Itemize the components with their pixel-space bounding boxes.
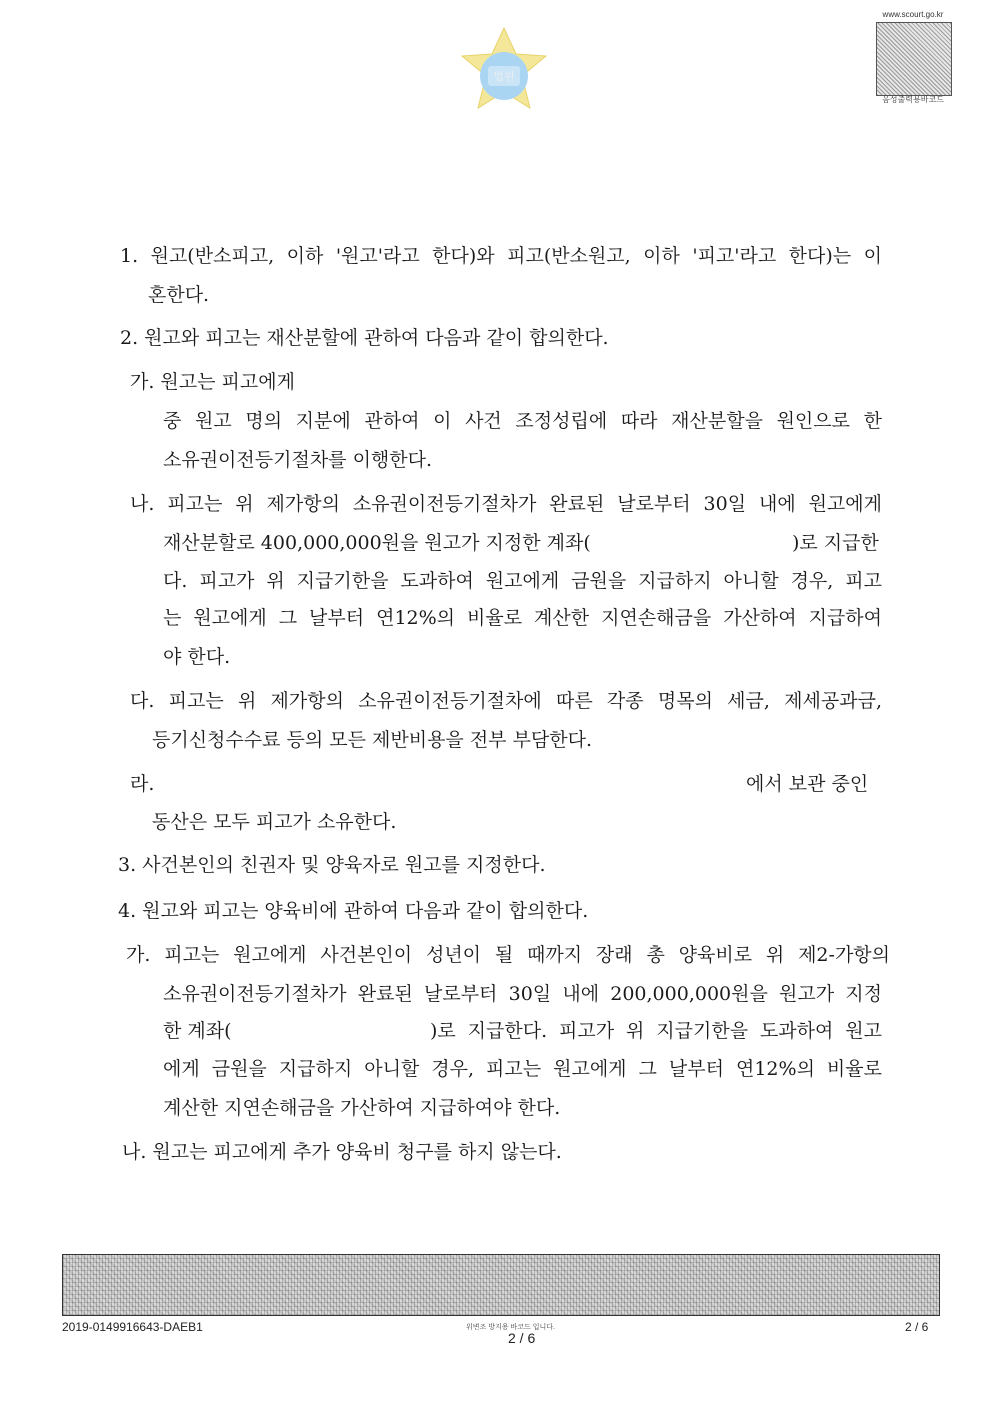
item-2-na-line-5: 야 한다. xyxy=(163,646,231,668)
seal-text: 법원 xyxy=(493,71,515,83)
item-1-line-2: 혼한다. xyxy=(148,284,210,306)
item-2-ga-line-1: 가. 원고는 피고에게 xyxy=(130,371,295,393)
qr-url: www.scourt.go.kr xyxy=(882,10,944,19)
court-seal-logo xyxy=(456,24,552,120)
item-2-ra-line-2: 동산은 모두 피고가 소유한다. xyxy=(152,811,397,833)
qr-barcode xyxy=(872,10,954,106)
qr-caption: 음성출력용바코드 xyxy=(882,95,944,104)
forgery-notice: 위변조 방지용 바코드 입니다. xyxy=(466,1324,555,1331)
item-4-ga-line-1: 가. 피고는 원고에게 사건본인이 성년이 될 때까지 장래 총 양육비로 위 제2-가항의 xyxy=(126,944,890,966)
item-3: 3. 사건본인의 친권자 및 양육자로 원고를 지정한다. xyxy=(118,854,546,876)
item-2-na-line-3: 다. 피고가 위 지급기한을 도과하여 원고에게 금원을 지급하지 아니할 경우, 피고 xyxy=(163,570,882,592)
item-4-ga-line-4: 에게 금원을 지급하지 아니할 경우, 피고는 원고에게 그 날부터 연12%의 비율로 xyxy=(163,1058,882,1080)
item-2-ra-line-1-right: 에서 보관 중인 xyxy=(746,773,869,795)
item-2-na-line-2-left: 재산분할로 400,000,000원을 원고가 지정한 계좌( xyxy=(163,532,591,554)
item-1-line-1: 1. 원고(반소피고, 이하 '원고'라고 한다)와 피고(반소원고, 이하 '피고'라고 한다)는 이 xyxy=(120,245,882,267)
item-4-ga-line-3-right: )로 지급한다. 피고가 위 지급기한을 도과하여 원고 xyxy=(430,1020,882,1042)
item-4-ga-line-2: 소유권이전등기절차가 완료된 날로부터 30일 내에 200,000,000원을 원고가 지정 xyxy=(163,983,882,1005)
item-2-ra-label: 라. xyxy=(130,773,155,795)
page-number-center: 2 / 6 xyxy=(508,1330,536,1346)
item-2-da-line-2: 등기신청수수료 등의 모든 제반비용을 전부 부담한다. xyxy=(152,729,593,751)
item-4-ga-line-3-left: 한 계좌( xyxy=(163,1020,232,1042)
item-2-da-line-1: 다. 피고는 위 제가항의 소유권이전등기절차에 따른 각종 명목의 세금, 제세공과금, xyxy=(130,690,882,712)
qr-code-image xyxy=(876,22,952,96)
item-4-ga-line-5: 계산한 지연손해금을 가산하여 지급하여야 한다. xyxy=(163,1097,561,1119)
item-2-ga-line-3: 소유권이전등기절차를 이행한다. xyxy=(163,449,433,471)
page-number-right: 2 / 6 xyxy=(905,1320,929,1334)
item-2-ga-line-2: 중 원고 명의 지분에 관하여 이 사건 조정성립에 따라 재산분할을 원인으로 한 xyxy=(163,410,882,432)
item-2-na-line-2-right: )로 지급한 xyxy=(792,532,879,554)
item-4-heading: 4. 원고와 피고는 양육비에 관하여 다음과 같이 합의한다. xyxy=(118,900,589,922)
item-2-heading: 2. 원고와 피고는 재산분할에 관하여 다음과 같이 합의한다. xyxy=(120,327,609,349)
anti-forgery-barcode xyxy=(62,1254,940,1316)
document-id: 2019-0149916643-DAEB1 xyxy=(62,1320,203,1334)
item-4-na: 나. 원고는 피고에게 추가 양육비 청구를 하지 않는다. xyxy=(122,1141,562,1163)
item-2-na-line-4: 는 원고에게 그 날부터 연12%의 비율로 계산한 지연손해금을 가산하여 지급하여 xyxy=(163,607,882,629)
item-2-na-line-1: 나. 피고는 위 제가항의 소유권이전등기절차가 완료된 날로부터 30일 내에 원고에게 xyxy=(130,493,882,515)
